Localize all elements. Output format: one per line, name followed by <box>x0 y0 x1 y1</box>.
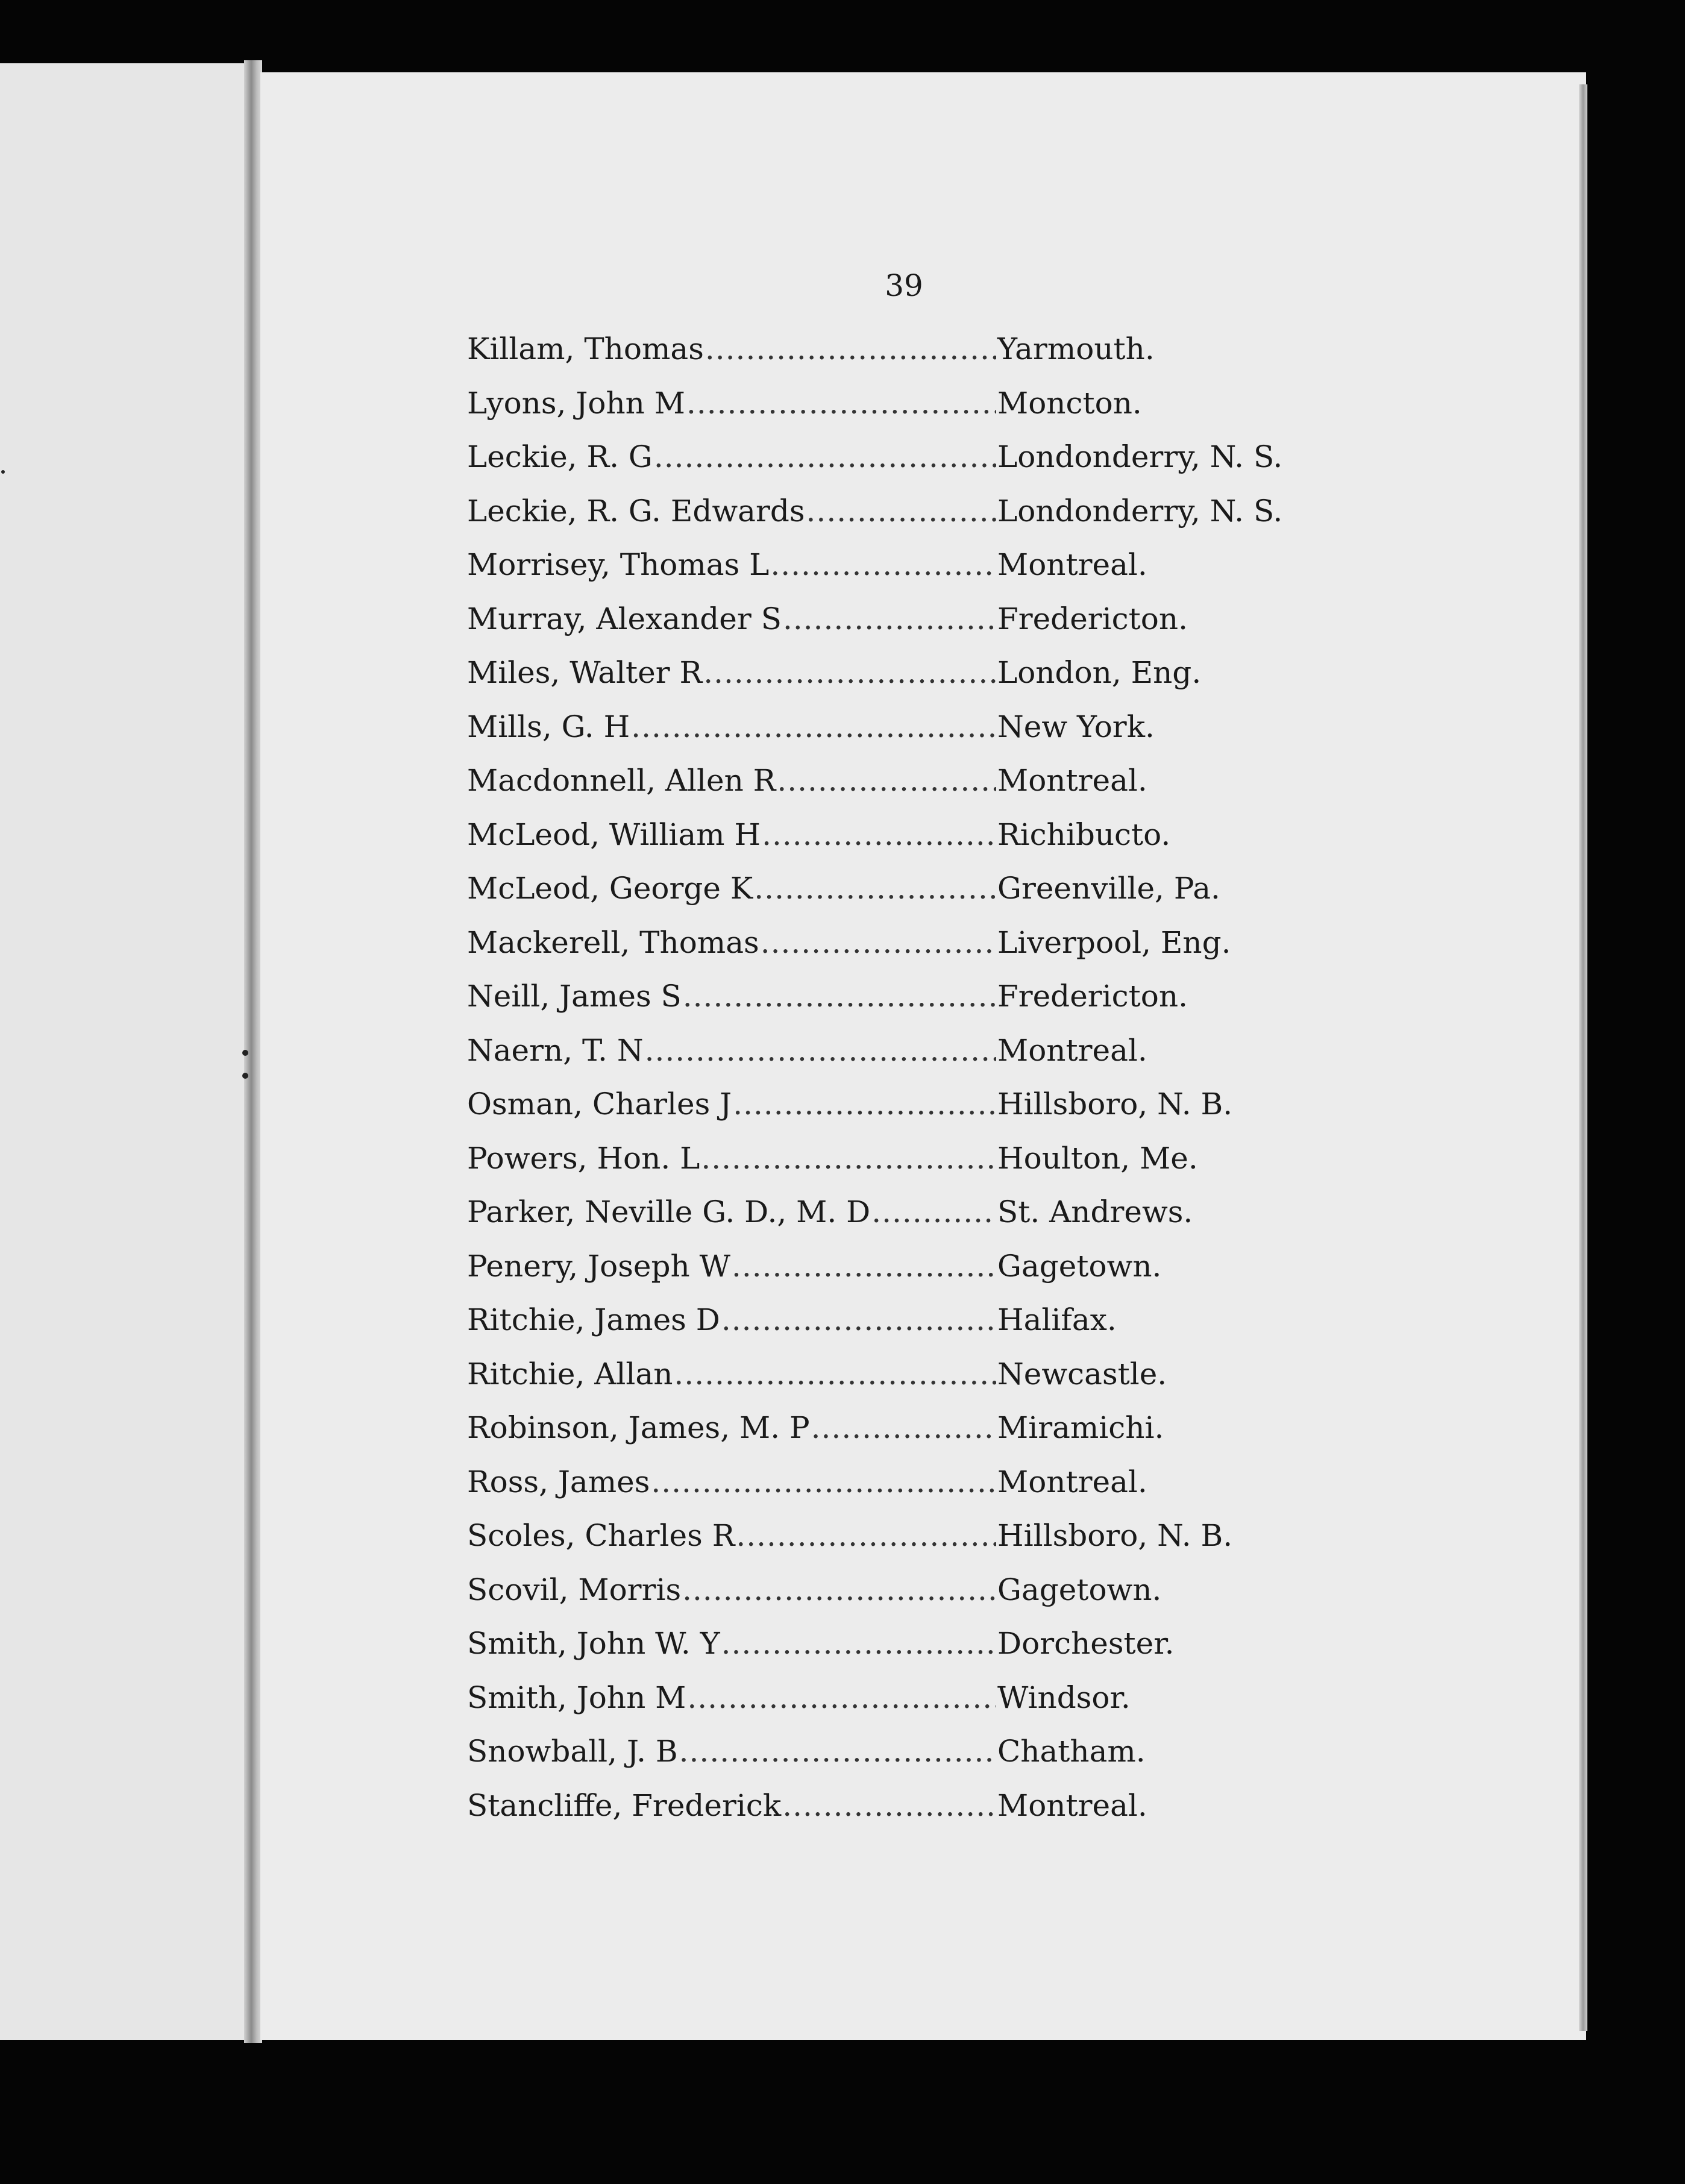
entry-place: Londonderry, N. S. <box>997 439 1283 474</box>
list-item <box>467 547 1335 601</box>
dot-leader <box>705 331 996 366</box>
entry-name: Smith, John M <box>467 1680 686 1715</box>
entry-name: Stancliffe, Frederick <box>467 1787 782 1823</box>
entry-place: New York. <box>997 709 1155 744</box>
entry-place: Montreal. <box>997 763 1147 798</box>
entry-name: Leckie, R. G. Edwards <box>467 493 805 529</box>
entry-place: Hillsboro, N. B. <box>997 1518 1233 1553</box>
list-item <box>467 1572 1335 1627</box>
dot-leader <box>806 494 996 529</box>
entry-place: Montreal. <box>997 1032 1147 1068</box>
margin-mark <box>1 470 5 474</box>
dot-leader <box>654 439 996 474</box>
list-item <box>467 979 1335 1033</box>
entry-name: Smith, John W. Y <box>467 1626 720 1661</box>
entry-name: Penery, Joseph W <box>467 1248 730 1284</box>
entry-name: Lyons, John M <box>467 385 685 421</box>
entry-place: Richibucto. <box>997 817 1171 852</box>
list-item <box>467 494 1335 548</box>
entry-name: McLeod, William H <box>467 817 761 852</box>
list-item <box>467 655 1335 709</box>
entry-place: Hillsboro, N. B. <box>997 1087 1233 1122</box>
dot-leader <box>754 871 996 906</box>
entry-name: Naern, T. N <box>467 1032 644 1068</box>
entry-name: Mills, G. H <box>467 709 630 744</box>
entry-name: Snowball, J. B <box>467 1734 678 1769</box>
list-item <box>467 1033 1335 1087</box>
entry-name: Ritchie, Allan <box>467 1356 673 1392</box>
list-item <box>467 709 1335 764</box>
entry-name: Morrisey, Thomas L <box>467 547 770 582</box>
dot-leader <box>679 1734 996 1769</box>
entry-place: Montreal. <box>997 1464 1147 1499</box>
entry-place: London, Eng. <box>997 655 1202 690</box>
entry-name: Ross, James <box>467 1464 650 1499</box>
dot-leader <box>674 1357 996 1392</box>
entry-name: McLeod, George K <box>467 871 753 906</box>
entry-list <box>467 331 1335 1842</box>
entry-name: Scoles, Charles R <box>467 1518 735 1553</box>
list-item <box>467 1734 1335 1788</box>
entry-place: Gagetown. <box>997 1248 1162 1284</box>
entry-place: Dorchester. <box>997 1626 1175 1661</box>
dot-leader <box>871 1194 996 1229</box>
entry-place: Montreal. <box>997 1787 1147 1823</box>
entry-place: Montreal. <box>997 547 1147 582</box>
dot-leader <box>762 817 996 852</box>
entry-place: Halifax. <box>997 1302 1117 1337</box>
list-item <box>467 817 1335 871</box>
dot-leader <box>687 1680 996 1715</box>
entry-name: Osman, Charles J <box>467 1087 732 1122</box>
entry-place: Moncton. <box>997 385 1142 421</box>
list-item <box>467 1249 1335 1303</box>
list-item <box>467 1087 1335 1141</box>
dot-leader <box>682 1572 996 1607</box>
dot-leader <box>721 1302 996 1337</box>
dot-leader <box>631 709 996 744</box>
dot-leader <box>770 547 996 582</box>
entry-place: Fredericton. <box>997 979 1188 1014</box>
dot-leader <box>783 601 996 636</box>
entry-name: Killam, Thomas <box>467 331 704 366</box>
entry-place: Yarmouth. <box>997 331 1155 366</box>
entry-name: Ritchie, James D <box>467 1302 720 1337</box>
entry-name: Parker, Neville G. D., M. D <box>467 1194 871 1229</box>
list-item <box>467 1626 1335 1680</box>
dot-leader <box>777 763 996 798</box>
list-item <box>467 386 1335 440</box>
page-edge <box>1579 84 1587 2031</box>
entry-place: Chatham. <box>997 1734 1146 1769</box>
dot-leader <box>683 979 996 1014</box>
list-item <box>467 1788 1335 1842</box>
dot-leader <box>736 1518 996 1553</box>
entry-place: St. Andrews. <box>997 1194 1193 1229</box>
list-item <box>467 871 1335 925</box>
entry-name: Macdonnell, Allen R <box>467 763 776 798</box>
dot-leader <box>645 1033 996 1068</box>
entry-name: Murray, Alexander S <box>467 601 782 636</box>
list-item <box>467 439 1335 494</box>
entry-name: Robinson, James, M. P <box>467 1410 810 1445</box>
list-item <box>467 1464 1335 1519</box>
entry-name: Miles, Walter R <box>467 655 703 690</box>
entry-place: Gagetown. <box>997 1572 1162 1607</box>
list-item <box>467 1518 1335 1572</box>
entry-place: Liverpool, Eng. <box>997 924 1231 960</box>
list-item <box>467 763 1335 817</box>
list-item <box>467 1680 1335 1734</box>
list-item <box>467 1410 1335 1464</box>
list-item <box>467 1357 1335 1411</box>
entry-name: Leckie, R. G <box>467 439 653 474</box>
entry-place: Newcastle. <box>997 1356 1167 1392</box>
dot-leader <box>733 1087 996 1122</box>
entry-place: Greenville, Pa. <box>997 871 1220 906</box>
dot-leader <box>782 1788 996 1823</box>
entry-place: Houlton, Me. <box>997 1140 1198 1176</box>
list-item <box>467 925 1335 979</box>
entry-place: Fredericton. <box>997 601 1188 636</box>
left-page <box>0 63 253 2040</box>
dot-leader <box>721 1626 996 1661</box>
page-number: 39 <box>885 268 923 303</box>
dot-leader <box>761 925 996 960</box>
margin-mark <box>242 1073 248 1079</box>
list-item <box>467 1141 1335 1195</box>
entry-place: Londonderry, N. S. <box>997 493 1283 529</box>
entry-place: Windsor. <box>997 1680 1131 1715</box>
list-item <box>467 1302 1335 1357</box>
entry-name: Mackerell, Thomas <box>467 924 759 960</box>
entry-name: Scovil, Morris <box>467 1572 682 1607</box>
entry-name: Neill, James S <box>467 979 682 1014</box>
entry-place: Miramichi. <box>997 1410 1164 1445</box>
dot-leader <box>703 655 996 690</box>
dot-leader <box>732 1249 996 1284</box>
list-item <box>467 331 1335 386</box>
dot-leader <box>651 1464 996 1499</box>
entry-name: Powers, Hon. L <box>467 1140 700 1176</box>
list-item <box>467 1194 1335 1249</box>
list-item <box>467 601 1335 656</box>
dot-leader <box>701 1141 996 1176</box>
dot-leader <box>686 386 996 421</box>
dot-leader <box>811 1410 996 1445</box>
margin-mark <box>242 1050 248 1056</box>
